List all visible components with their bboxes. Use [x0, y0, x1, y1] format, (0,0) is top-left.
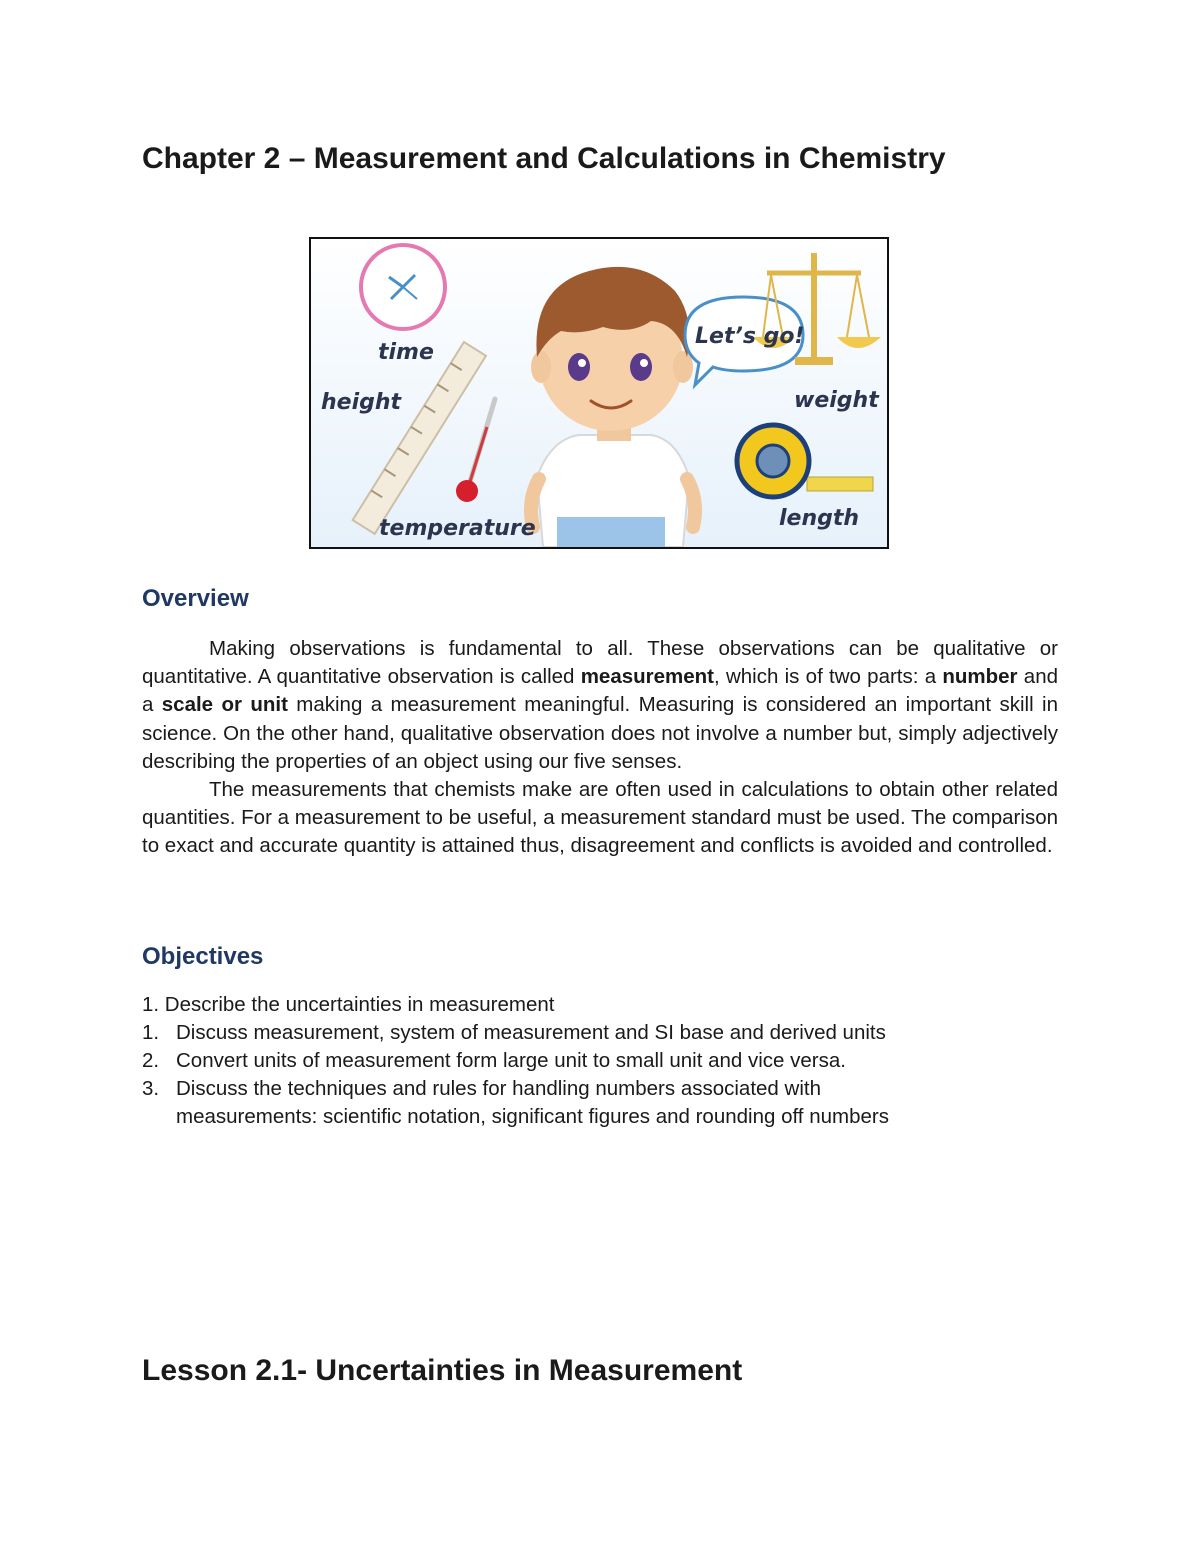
overview-text: , which is of two parts: a: [714, 665, 943, 689]
label-weight: weight: [794, 388, 879, 413]
overview-paragraph-1: [142, 635, 1058, 776]
bold-number: number: [942, 665, 1018, 689]
label-height: height: [321, 390, 402, 415]
label-time: time: [378, 340, 434, 365]
objective-first: 1. Describe the uncertainties in measurement: [142, 993, 555, 1016]
bold-scale-or-unit: scale or unit: [161, 693, 288, 717]
bold-measurement: measurement: [580, 665, 714, 689]
speech-text: Let’s go!: [695, 324, 805, 349]
overview-heading: Overview: [142, 585, 249, 612]
objective-number: 2.: [142, 1049, 160, 1072]
measurement-illustration: [309, 237, 889, 549]
objective-continuation: measurements: scientific notation, significant figures and rounding off numbers: [176, 1105, 889, 1128]
overview-text: making a measurement meaningful. Measuring is considered an important skill in science. On the other hand, qualitative observation does not involve a number but, simply adjectively describing the properties of an object using our five senses.: [142, 693, 1058, 773]
chapter-title: Chapter 2 – Measurement and Calculations in Chemistry: [142, 142, 946, 175]
label-temperature: temperature: [379, 516, 536, 541]
overview-body: [142, 635, 1058, 861]
illustration-svg: [311, 239, 887, 547]
overview-text: and a: [142, 665, 1059, 717]
objectives-heading: Objectives: [142, 943, 264, 970]
overview-text: Making observations is fundamental to all. These observations can be qualitative or quantitative. A quantitative observation is called: [142, 637, 1058, 689]
label-length: length: [779, 506, 860, 531]
lesson-title: Lesson 2.1- Uncertainties in Measurement: [142, 1354, 743, 1387]
overview-paragraph-2: The measurements that chemists make are often used in calculations to obtain other related quantities. For a measurement to be useful, a measurement standard must be used. The comparison to exact and accurate quantity is attained thus, disagreement and conflicts is avoided and controlled.: [142, 778, 1058, 858]
objective-number: 1.: [142, 1021, 160, 1044]
objective-text: Convert units of measurement form large unit to small unit and vice versa.: [176, 1049, 846, 1072]
objective-number: 3.: [142, 1077, 160, 1100]
clock-icon: [361, 245, 445, 329]
objective-text: Discuss measurement, system of measurement and SI base and derived units: [176, 1021, 886, 1044]
objective-text: Discuss the techniques and rules for handling numbers associated with: [176, 1077, 821, 1100]
